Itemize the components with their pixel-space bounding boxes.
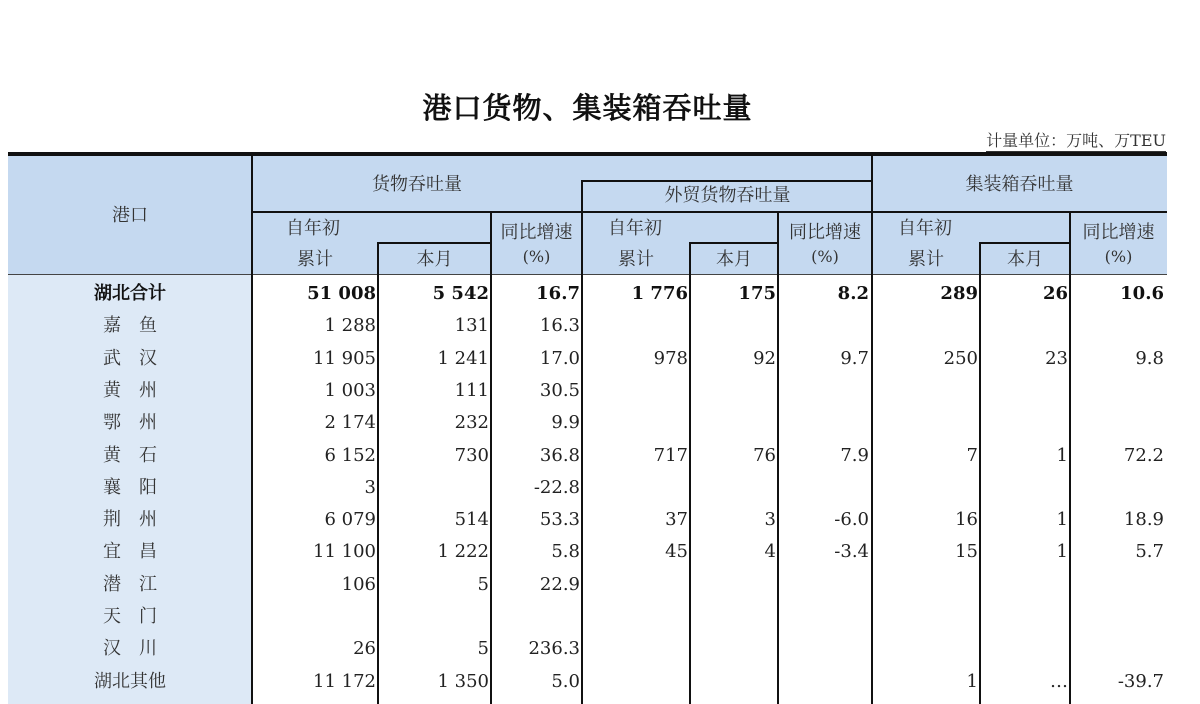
cell-foreign-month: 92	[753, 348, 776, 369]
cell-foreign-month: 76	[753, 445, 776, 466]
cell-cargo-ytd: 1 288	[324, 315, 376, 336]
header-container: 集装箱吞吐量	[965, 174, 1074, 195]
rule-header-bottom	[8, 274, 1167, 275]
cell-foreign-month: 4	[764, 541, 776, 562]
cell-container-yoy: 18.9	[1123, 509, 1164, 530]
cell-container-yoy: 9.8	[1135, 348, 1164, 369]
vrule-foreign-ytd	[689, 242, 691, 704]
rule-cargo-month	[378, 242, 492, 244]
cell-cargo-yoy: -22.8	[533, 477, 580, 498]
cell-cargo-yoy: 17.0	[539, 348, 580, 369]
cell-container-ytd: 250	[943, 348, 978, 369]
cell-foreign-ytd: 717	[653, 445, 688, 466]
cell-container-ytd: 15	[955, 541, 978, 562]
port-name: 汉 川	[103, 638, 157, 659]
port-name: 湖北合计	[94, 283, 166, 304]
cell-container-month: 1	[1056, 509, 1068, 530]
vrule-foreign-month	[777, 211, 779, 704]
cell-container-month: 26	[1042, 283, 1068, 304]
cell-cargo-ytd: 26	[353, 638, 376, 659]
cell-container-ytd: 289	[940, 283, 978, 304]
cell-container-yoy: 5.7	[1135, 541, 1164, 562]
cell-foreign-ytd: 978	[653, 348, 688, 369]
cell-cargo-month: 5	[477, 574, 489, 595]
vrule-cargo-month	[490, 211, 492, 704]
header-port: 港口	[112, 205, 148, 226]
header-cargo-yoy-line1: 同比增速	[500, 222, 573, 243]
cell-cargo-ytd: 3	[364, 477, 376, 498]
cell-cargo-ytd: 6 152	[324, 445, 376, 466]
port-name: 襄 阳	[103, 477, 157, 498]
cell-foreign-yoy: 7.9	[840, 445, 869, 466]
cell-cargo-ytd: 106	[341, 574, 376, 595]
cell-container-month: 23	[1045, 348, 1068, 369]
port-name: 鄂 州	[103, 412, 157, 433]
cell-cargo-month: 131	[454, 315, 489, 336]
header-container-ytd-line1: 自年初	[898, 218, 952, 239]
vrule-container-month	[1069, 211, 1071, 704]
cell-container-yoy: 10.6	[1120, 283, 1164, 304]
cell-foreign-yoy: 8.2	[837, 283, 869, 304]
cell-foreign-yoy: -6.0	[834, 509, 869, 530]
header-container-ytd-line2: 累计	[908, 249, 944, 270]
header-cargo-ytd-line1: 自年初	[286, 218, 340, 239]
header-cargo: 货物吞吐量	[372, 174, 462, 195]
port-name: 武 汉	[103, 348, 157, 369]
cell-cargo-ytd: 6 079	[324, 509, 376, 530]
cell-cargo-yoy: 36.8	[539, 445, 580, 466]
vrule-container-ytd	[979, 242, 981, 704]
rule-foreign-top	[582, 180, 873, 182]
header-foreign-month: 本月	[716, 249, 752, 270]
cell-container-month: 1	[1056, 541, 1068, 562]
cell-cargo-ytd: 11 172	[313, 671, 376, 692]
port-name: 潜 江	[103, 574, 157, 595]
cell-container-yoy: -39.7	[1117, 671, 1164, 692]
cell-cargo-month: 1 350	[437, 671, 489, 692]
table-top-rule	[8, 152, 1167, 156]
header-container-yoy-line1: 同比增速	[1082, 222, 1155, 243]
header-container-month: 本月	[1007, 249, 1043, 270]
cell-cargo-month: 514	[454, 509, 489, 530]
cell-cargo-ytd: 1 003	[324, 380, 376, 401]
cell-cargo-ytd: 51 008	[307, 283, 376, 304]
cell-cargo-yoy: 22.9	[539, 574, 580, 595]
cell-cargo-month: 5	[477, 638, 489, 659]
cell-container-ytd: 7	[966, 445, 978, 466]
cell-foreign-ytd: 37	[665, 509, 688, 530]
cell-foreign-yoy: 9.7	[840, 348, 869, 369]
cell-cargo-ytd: 2 174	[324, 412, 376, 433]
port-name: 宜 昌	[103, 541, 157, 562]
rule-container-month	[980, 242, 1071, 244]
cell-container-ytd: 1	[966, 671, 978, 692]
cell-cargo-yoy: 5.8	[551, 541, 580, 562]
header-foreign-ytd-line1: 自年初	[608, 218, 662, 239]
cell-cargo-yoy: 30.5	[539, 380, 580, 401]
cell-container-yoy: 72.2	[1123, 445, 1164, 466]
vrule-cargo-ytd	[377, 242, 379, 704]
cell-foreign-month: 3	[764, 509, 776, 530]
header-foreign: 外贸货物吞吐量	[664, 185, 791, 206]
unit-label: 计量单位：万吨、万TEU	[986, 131, 1166, 150]
header-foreign-ytd-line2: 累计	[618, 249, 654, 270]
cell-cargo-yoy: 5.0	[551, 671, 580, 692]
cell-cargo-yoy: 16.3	[539, 315, 580, 336]
port-name: 天 门	[103, 606, 157, 627]
port-name: 黄 州	[103, 380, 157, 401]
rule-subheader	[252, 211, 1167, 213]
cell-cargo-month: 5 542	[432, 283, 489, 304]
cell-foreign-yoy: -3.4	[834, 541, 869, 562]
cell-cargo-month: 232	[454, 412, 489, 433]
port-name: 湖北其他	[94, 671, 166, 692]
cell-cargo-yoy: 236.3	[528, 638, 580, 659]
header-container-yoy-line2: (%)	[1104, 247, 1133, 266]
cell-container-ytd: 16	[955, 509, 978, 530]
cell-container-month: …	[1050, 671, 1068, 692]
header-cargo-month: 本月	[416, 249, 453, 270]
cell-cargo-month: 1 241	[437, 348, 489, 369]
cell-container-month: 1	[1056, 445, 1068, 466]
rule-foreign-month	[690, 242, 779, 244]
header-cargo-ytd-line2: 累计	[297, 249, 333, 270]
header-cargo-yoy-line2: (%)	[522, 247, 551, 266]
cell-cargo-month: 1 222	[437, 541, 489, 562]
header-foreign-yoy-line1: 同比增速	[789, 222, 861, 243]
page-title: 港口货物、集装箱吞吐量	[422, 91, 753, 125]
port-name: 荆 州	[103, 509, 157, 530]
cell-cargo-yoy: 9.9	[551, 412, 580, 433]
cell-cargo-yoy: 16.7	[536, 283, 580, 304]
cell-cargo-ytd: 11 905	[313, 348, 376, 369]
cell-foreign-month: 175	[738, 283, 776, 304]
cell-cargo-ytd: 11 100	[313, 541, 376, 562]
port-name: 黄 石	[103, 445, 157, 466]
header-foreign-yoy-line2: (%)	[811, 247, 839, 266]
cell-cargo-month: 111	[454, 380, 489, 401]
cell-cargo-yoy: 53.3	[539, 509, 580, 530]
cell-foreign-ytd: 1 776	[631, 283, 688, 304]
cell-foreign-ytd: 45	[665, 541, 688, 562]
cell-cargo-month: 730	[454, 445, 489, 466]
port-name: 嘉 鱼	[103, 315, 157, 336]
